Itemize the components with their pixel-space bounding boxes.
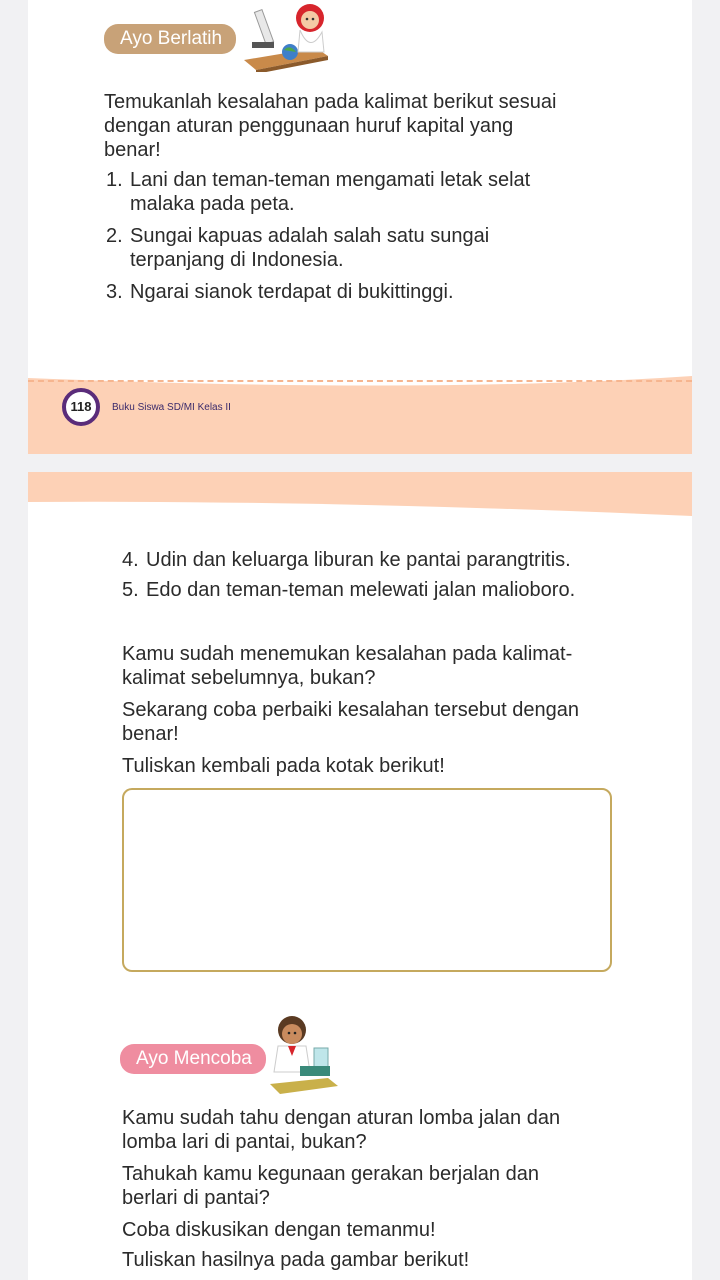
instruction-line-2: dengan aturan penggunaan huruf kapital yang <box>104 115 514 137</box>
item-1-line-1: Lani dan teman-teman mengamati letak selat <box>130 169 531 191</box>
item-4-text: Udin dan keluarga liburan ke pantai parangtritis. <box>146 549 571 571</box>
badge-label: Ayo Berlatih <box>120 28 223 49</box>
instruction-line-1: Temukanlah kesalahan pada kalimat berikut sesuai <box>104 91 557 113</box>
ayo-berlatih-badge <box>104 24 236 54</box>
item-2-line-1: Sungai kapuas adalah salah satu sungai <box>130 225 490 247</box>
paragraph2-1-line-2: lomba lari di pantai, bukan? <box>122 1131 367 1153</box>
paragraph-3-line-1: Tuliskan kembali pada kotak berikut! <box>122 755 445 777</box>
paragraph2-3-line-1: Coba diskusikan dengan temanmu! <box>122 1219 436 1241</box>
item-1-number: 1. <box>106 169 123 191</box>
ayo-mencoba-badge <box>120 1044 266 1074</box>
item-1-line-2: malaka pada peta. <box>130 193 295 215</box>
student-microscope-illustration <box>238 2 338 72</box>
item-2-number: 2. <box>106 225 123 247</box>
paragraph-2-line-1: Sekarang coba perbaiki kesalahan tersebut dengan <box>122 699 579 721</box>
item-5-number: 5. <box>122 579 139 601</box>
item-5-text: Edo dan teman-teman melewati jalan malioboro. <box>146 579 576 601</box>
footer-book-title: Buku Siswa SD/MI Kelas II <box>112 402 231 413</box>
paragraph-1-line-2: kalimat sebelumnya, bukan? <box>122 667 376 689</box>
item-3-number: 3. <box>106 281 123 303</box>
instruction-line-3: benar! <box>104 139 161 161</box>
paragraph2-2-line-1: Tahukah kamu kegunaan gerakan berjalan dan <box>122 1163 539 1185</box>
item-2-line-2: terpanjang di Indonesia. <box>130 249 344 271</box>
page-top <box>28 0 692 380</box>
student-experiment-illustration <box>264 1014 344 1098</box>
answer-box[interactable] <box>122 788 612 972</box>
paragraph2-4-line-1: Tuliskan hasilnya pada gambar berikut! <box>122 1249 470 1271</box>
item-4-number: 4. <box>122 549 139 571</box>
paragraph2-2-line-2: berlari di pantai? <box>122 1187 270 1209</box>
footer-dash-line <box>28 380 692 382</box>
item-3-line-1: Ngarai sianok terdapat di bukittinggi. <box>130 281 454 303</box>
paragraph-1-line-1: Kamu sudah menemukan kesalahan pada kalimat- <box>122 643 573 665</box>
paragraph-2-line-2: benar! <box>122 723 179 745</box>
paragraph2-1-line-1: Kamu sudah tahu dengan aturan lomba jalan dan <box>122 1107 561 1129</box>
page-number: 118 <box>62 388 100 426</box>
page-bottom <box>28 470 692 1280</box>
page-footer <box>28 372 692 454</box>
badge-label: Ayo Mencoba <box>136 1048 252 1069</box>
